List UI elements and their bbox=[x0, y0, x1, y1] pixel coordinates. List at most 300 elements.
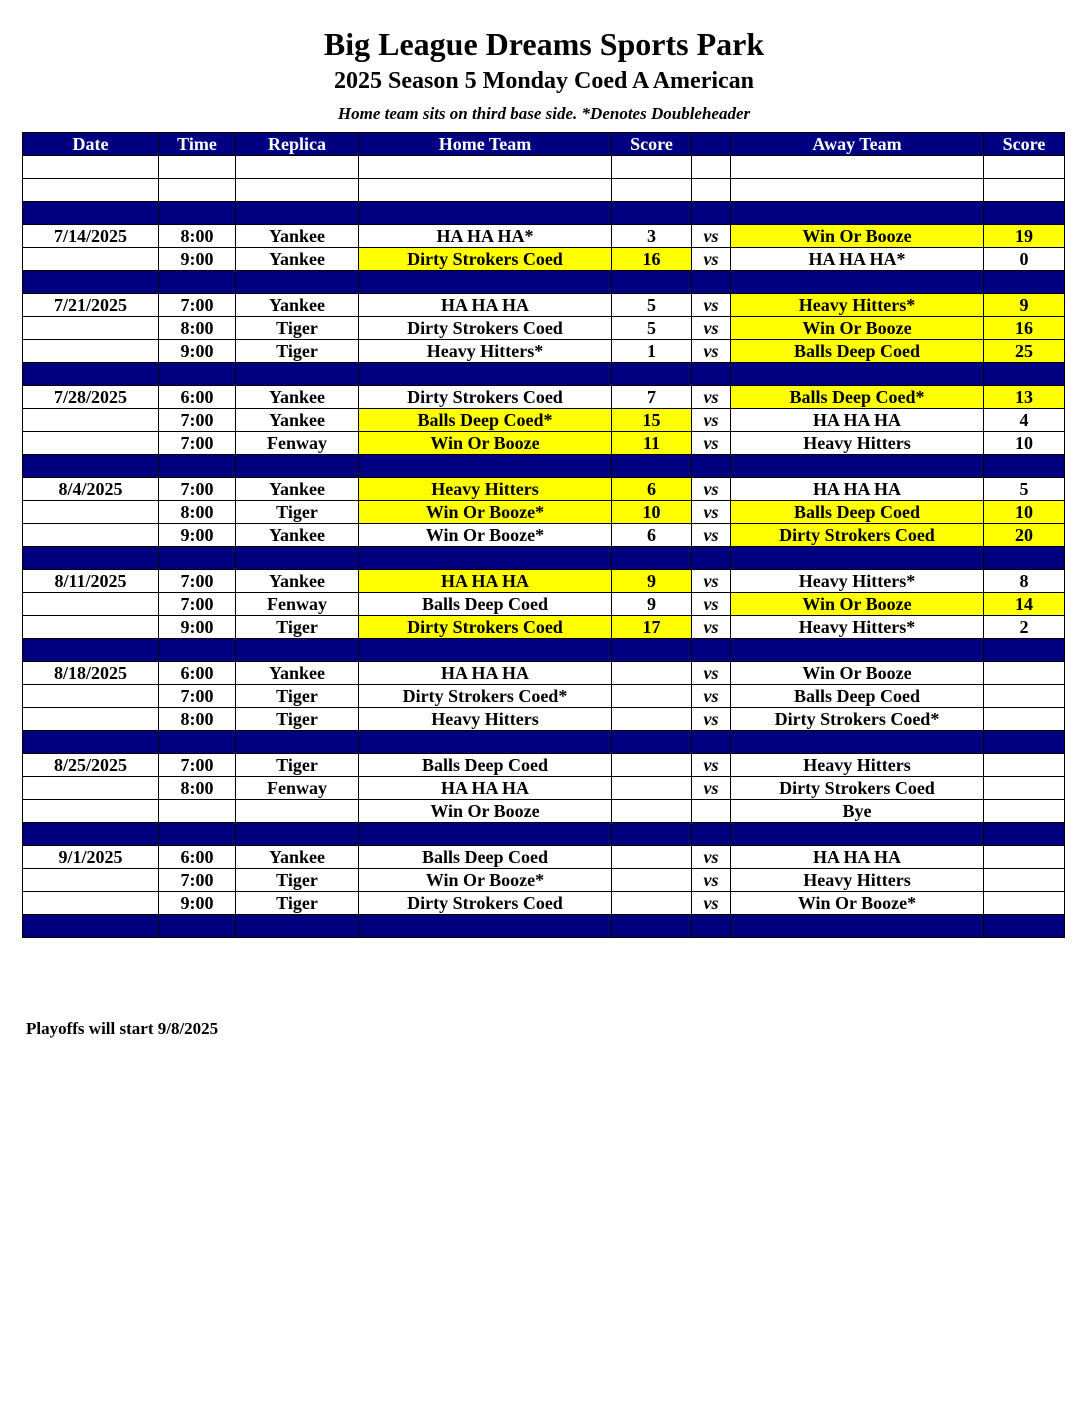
home-score-cell bbox=[612, 777, 692, 800]
date-cell bbox=[23, 892, 159, 915]
time-cell bbox=[159, 731, 236, 754]
away-team-cell: Balls Deep Coed bbox=[731, 685, 984, 708]
vs-cell bbox=[692, 639, 731, 662]
vs-cell: vs bbox=[692, 248, 731, 271]
replica-cell bbox=[236, 915, 359, 938]
home-score-cell bbox=[612, 708, 692, 731]
away-score-cell bbox=[984, 846, 1065, 869]
away-score-cell: 2 bbox=[984, 616, 1065, 639]
home-score-cell: 9 bbox=[612, 593, 692, 616]
vs-cell: vs bbox=[692, 317, 731, 340]
replica-cell: Tiger bbox=[236, 869, 359, 892]
home-team-cell bbox=[359, 731, 612, 754]
replica-cell: Yankee bbox=[236, 570, 359, 593]
vs-cell: vs bbox=[692, 593, 731, 616]
away-score-cell bbox=[984, 363, 1065, 386]
home-score-cell: 7 bbox=[612, 386, 692, 409]
date-cell bbox=[23, 271, 159, 294]
blank-row bbox=[23, 156, 1065, 179]
away-score-cell bbox=[984, 915, 1065, 938]
replica-cell: Yankee bbox=[236, 846, 359, 869]
game-row bbox=[23, 340, 1065, 363]
date-cell bbox=[23, 685, 159, 708]
away-score-cell: 8 bbox=[984, 570, 1065, 593]
date-cell: 7/28/2025 bbox=[23, 386, 159, 409]
vs-cell bbox=[692, 363, 731, 386]
vs-cell: vs bbox=[692, 777, 731, 800]
vs-cell bbox=[692, 202, 731, 225]
date-cell bbox=[23, 248, 159, 271]
time-cell bbox=[159, 363, 236, 386]
away-score-cell bbox=[984, 731, 1065, 754]
home-score-cell: 6 bbox=[612, 478, 692, 501]
vs-cell: vs bbox=[692, 685, 731, 708]
away-team-cell bbox=[731, 455, 984, 478]
vs-cell: vs bbox=[692, 616, 731, 639]
away-team-cell: Heavy Hitters* bbox=[731, 570, 984, 593]
home-score-cell bbox=[612, 455, 692, 478]
col-date-header: Date bbox=[23, 133, 159, 156]
vs-cell: vs bbox=[692, 340, 731, 363]
away-score-cell bbox=[984, 179, 1065, 202]
replica-cell: Tiger bbox=[236, 340, 359, 363]
home-team-cell: Dirty Strokers Coed bbox=[359, 892, 612, 915]
vs-cell: vs bbox=[692, 846, 731, 869]
home-team-cell: HA HA HA bbox=[359, 777, 612, 800]
away-score-cell bbox=[984, 202, 1065, 225]
replica-cell bbox=[236, 156, 359, 179]
away-score-cell bbox=[984, 639, 1065, 662]
date-cell bbox=[23, 616, 159, 639]
home-team-cell bbox=[359, 156, 612, 179]
game-row bbox=[23, 432, 1065, 455]
time-cell: 7:00 bbox=[159, 478, 236, 501]
playoffs-note: Playoffs will start 9/8/2025 bbox=[26, 1019, 219, 1038]
replica-cell: Yankee bbox=[236, 294, 359, 317]
date-cell: 9/1/2025 bbox=[23, 846, 159, 869]
date-cell bbox=[23, 708, 159, 731]
home-score-cell: 16 bbox=[612, 248, 692, 271]
away-team-cell bbox=[731, 823, 984, 846]
replica-cell bbox=[236, 179, 359, 202]
away-score-cell bbox=[984, 869, 1065, 892]
time-cell: 7:00 bbox=[159, 294, 236, 317]
home-team-cell: Dirty Strokers Coed bbox=[359, 317, 612, 340]
date-cell: 8/4/2025 bbox=[23, 478, 159, 501]
home-team-cell bbox=[359, 823, 612, 846]
home-score-cell bbox=[612, 685, 692, 708]
away-team-cell: HA HA HA bbox=[731, 409, 984, 432]
time-cell: 8:00 bbox=[159, 317, 236, 340]
time-cell: 7:00 bbox=[159, 409, 236, 432]
away-score-cell: 13 bbox=[984, 386, 1065, 409]
date-cell bbox=[23, 340, 159, 363]
replica-cell: Tiger bbox=[236, 616, 359, 639]
home-team-cell bbox=[359, 202, 612, 225]
blank-row bbox=[23, 179, 1065, 202]
home-team-cell: Heavy Hitters* bbox=[359, 340, 612, 363]
home-team-cell: HA HA HA bbox=[359, 294, 612, 317]
vs-cell bbox=[692, 731, 731, 754]
game-row bbox=[23, 616, 1065, 639]
time-cell bbox=[159, 547, 236, 570]
date-cell bbox=[23, 823, 159, 846]
week-separator-row bbox=[23, 639, 1065, 662]
home-team-cell: Heavy Hitters bbox=[359, 478, 612, 501]
away-score-cell: 0 bbox=[984, 248, 1065, 271]
game-row bbox=[23, 248, 1065, 271]
away-team-cell: Dirty Strokers Coed bbox=[731, 777, 984, 800]
time-cell: 7:00 bbox=[159, 869, 236, 892]
vs-cell bbox=[692, 179, 731, 202]
away-score-cell bbox=[984, 547, 1065, 570]
away-score-cell bbox=[984, 823, 1065, 846]
vs-cell: vs bbox=[692, 225, 731, 248]
game-row bbox=[23, 662, 1065, 685]
time-cell: 7:00 bbox=[159, 685, 236, 708]
away-team-cell: Dirty Strokers Coed bbox=[731, 524, 984, 547]
vs-cell: vs bbox=[692, 570, 731, 593]
home-team-cell bbox=[359, 455, 612, 478]
game-row bbox=[23, 317, 1065, 340]
away-team-cell bbox=[731, 915, 984, 938]
replica-cell bbox=[236, 639, 359, 662]
vs-cell bbox=[692, 800, 731, 823]
replica-cell: Yankee bbox=[236, 225, 359, 248]
replica-cell bbox=[236, 547, 359, 570]
game-row bbox=[23, 685, 1065, 708]
away-team-cell bbox=[731, 547, 984, 570]
week-separator-row bbox=[23, 915, 1065, 938]
replica-cell: Tiger bbox=[236, 501, 359, 524]
vs-cell bbox=[692, 823, 731, 846]
home-score-cell bbox=[612, 662, 692, 685]
home-team-cell: Balls Deep Coed bbox=[359, 593, 612, 616]
replica-cell: Fenway bbox=[236, 593, 359, 616]
away-score-cell bbox=[984, 754, 1065, 777]
replica-cell bbox=[236, 823, 359, 846]
time-cell: 7:00 bbox=[159, 754, 236, 777]
schedule-table bbox=[22, 132, 1065, 938]
home-team-cell: Dirty Strokers Coed* bbox=[359, 685, 612, 708]
game-row bbox=[23, 524, 1065, 547]
schedule-note: Home team sits on third base side. *Denotes Doubleheader bbox=[337, 104, 751, 123]
vs-cell: vs bbox=[692, 892, 731, 915]
away-score-cell: 5 bbox=[984, 478, 1065, 501]
vs-cell: vs bbox=[692, 869, 731, 892]
home-score-cell bbox=[612, 800, 692, 823]
vs-cell: vs bbox=[692, 294, 731, 317]
game-row bbox=[23, 800, 1065, 823]
vs-cell: vs bbox=[692, 754, 731, 777]
date-cell bbox=[23, 915, 159, 938]
time-cell bbox=[159, 915, 236, 938]
home-team-cell: Dirty Strokers Coed bbox=[359, 248, 612, 271]
home-score-cell: 11 bbox=[612, 432, 692, 455]
home-team-cell: HA HA HA bbox=[359, 570, 612, 593]
home-team-cell bbox=[359, 639, 612, 662]
replica-cell bbox=[236, 271, 359, 294]
away-team-cell bbox=[731, 363, 984, 386]
away-score-cell: 16 bbox=[984, 317, 1065, 340]
away-score-cell bbox=[984, 708, 1065, 731]
vs-cell bbox=[692, 915, 731, 938]
game-row bbox=[23, 708, 1065, 731]
vs-cell bbox=[692, 156, 731, 179]
game-row bbox=[23, 892, 1065, 915]
replica-cell: Yankee bbox=[236, 386, 359, 409]
home-score-cell: 6 bbox=[612, 524, 692, 547]
home-score-cell bbox=[612, 156, 692, 179]
time-cell: 9:00 bbox=[159, 616, 236, 639]
replica-cell bbox=[236, 800, 359, 823]
date-cell bbox=[23, 593, 159, 616]
home-team-cell bbox=[359, 547, 612, 570]
away-team-cell: HA HA HA bbox=[731, 478, 984, 501]
away-score-cell: 4 bbox=[984, 409, 1065, 432]
date-cell bbox=[23, 156, 159, 179]
time-cell: 7:00 bbox=[159, 593, 236, 616]
week-separator-row bbox=[23, 547, 1065, 570]
date-cell bbox=[23, 455, 159, 478]
game-row bbox=[23, 409, 1065, 432]
vs-cell: vs bbox=[692, 386, 731, 409]
vs-cell: vs bbox=[692, 409, 731, 432]
away-team-cell: HA HA HA* bbox=[731, 248, 984, 271]
col-home-score-header: Score bbox=[612, 133, 692, 156]
vs-cell: vs bbox=[692, 501, 731, 524]
date-cell bbox=[23, 363, 159, 386]
vs-cell: vs bbox=[692, 478, 731, 501]
replica-cell: Yankee bbox=[236, 662, 359, 685]
time-cell bbox=[159, 823, 236, 846]
time-cell: 7:00 bbox=[159, 570, 236, 593]
away-team-cell: Win Or Booze bbox=[731, 225, 984, 248]
game-row bbox=[23, 846, 1065, 869]
away-team-cell bbox=[731, 156, 984, 179]
time-cell bbox=[159, 455, 236, 478]
away-score-cell: 25 bbox=[984, 340, 1065, 363]
time-cell bbox=[159, 156, 236, 179]
away-team-cell: HA HA HA bbox=[731, 846, 984, 869]
home-score-cell: 3 bbox=[612, 225, 692, 248]
time-cell: 9:00 bbox=[159, 248, 236, 271]
game-row bbox=[23, 754, 1065, 777]
col-away-team-header: Away Team bbox=[731, 133, 984, 156]
date-cell: 8/11/2025 bbox=[23, 570, 159, 593]
date-cell: 7/14/2025 bbox=[23, 225, 159, 248]
date-cell bbox=[23, 777, 159, 800]
away-score-cell: 19 bbox=[984, 225, 1065, 248]
week-separator-row bbox=[23, 731, 1065, 754]
home-team-cell: Win Or Booze bbox=[359, 432, 612, 455]
away-team-cell bbox=[731, 271, 984, 294]
away-score-cell bbox=[984, 800, 1065, 823]
home-team-cell bbox=[359, 915, 612, 938]
game-row bbox=[23, 386, 1065, 409]
replica-cell: Tiger bbox=[236, 708, 359, 731]
date-cell bbox=[23, 547, 159, 570]
replica-cell: Yankee bbox=[236, 409, 359, 432]
away-score-cell bbox=[984, 662, 1065, 685]
away-team-cell: Bye bbox=[731, 800, 984, 823]
home-score-cell bbox=[612, 892, 692, 915]
week-separator-row bbox=[23, 363, 1065, 386]
home-score-cell bbox=[612, 823, 692, 846]
replica-cell: Tiger bbox=[236, 754, 359, 777]
time-cell: 6:00 bbox=[159, 386, 236, 409]
home-team-cell: Win Or Booze bbox=[359, 800, 612, 823]
away-score-cell: 9 bbox=[984, 294, 1065, 317]
away-team-cell bbox=[731, 731, 984, 754]
home-score-cell: 5 bbox=[612, 294, 692, 317]
time-cell: 8:00 bbox=[159, 777, 236, 800]
home-team-cell: Win Or Booze* bbox=[359, 524, 612, 547]
week-separator-row bbox=[23, 271, 1065, 294]
home-score-cell bbox=[612, 179, 692, 202]
home-score-cell: 17 bbox=[612, 616, 692, 639]
home-score-cell bbox=[612, 915, 692, 938]
home-team-cell: Balls Deep Coed* bbox=[359, 409, 612, 432]
replica-cell bbox=[236, 455, 359, 478]
away-team-cell: Win Or Booze bbox=[731, 593, 984, 616]
game-row bbox=[23, 869, 1065, 892]
home-team-cell: HA HA HA* bbox=[359, 225, 612, 248]
away-team-cell bbox=[731, 179, 984, 202]
home-team-cell: Balls Deep Coed bbox=[359, 846, 612, 869]
vs-cell: vs bbox=[692, 662, 731, 685]
away-team-cell: Heavy Hitters bbox=[731, 432, 984, 455]
away-score-cell bbox=[984, 892, 1065, 915]
time-cell: 8:00 bbox=[159, 501, 236, 524]
vs-cell: vs bbox=[692, 432, 731, 455]
vs-cell bbox=[692, 455, 731, 478]
date-cell bbox=[23, 524, 159, 547]
away-score-cell bbox=[984, 156, 1065, 179]
game-row bbox=[23, 593, 1065, 616]
home-score-cell: 10 bbox=[612, 501, 692, 524]
date-cell bbox=[23, 869, 159, 892]
col-time-header: Time bbox=[159, 133, 236, 156]
away-team-cell: Balls Deep Coed bbox=[731, 501, 984, 524]
away-team-cell bbox=[731, 639, 984, 662]
away-team-cell: Heavy Hitters* bbox=[731, 616, 984, 639]
date-cell bbox=[23, 501, 159, 524]
date-cell bbox=[23, 800, 159, 823]
home-team-cell bbox=[359, 363, 612, 386]
date-cell bbox=[23, 202, 159, 225]
date-cell bbox=[23, 731, 159, 754]
replica-cell bbox=[236, 731, 359, 754]
date-cell bbox=[23, 317, 159, 340]
game-row bbox=[23, 225, 1065, 248]
time-cell: 6:00 bbox=[159, 662, 236, 685]
replica-cell: Yankee bbox=[236, 524, 359, 547]
time-cell: 7:00 bbox=[159, 432, 236, 455]
home-team-cell bbox=[359, 271, 612, 294]
away-team-cell: Balls Deep Coed bbox=[731, 340, 984, 363]
home-team-cell: Dirty Strokers Coed bbox=[359, 616, 612, 639]
time-cell bbox=[159, 202, 236, 225]
home-score-cell: 15 bbox=[612, 409, 692, 432]
home-team-cell bbox=[359, 179, 612, 202]
home-team-cell: Win Or Booze* bbox=[359, 501, 612, 524]
home-score-cell bbox=[612, 547, 692, 570]
away-score-cell bbox=[984, 685, 1065, 708]
week-separator-row bbox=[23, 202, 1065, 225]
date-cell: 8/25/2025 bbox=[23, 754, 159, 777]
home-score-cell bbox=[612, 869, 692, 892]
home-score-cell bbox=[612, 731, 692, 754]
vs-cell: vs bbox=[692, 524, 731, 547]
time-cell: 9:00 bbox=[159, 524, 236, 547]
home-score-cell: 5 bbox=[612, 317, 692, 340]
away-team-cell: Balls Deep Coed* bbox=[731, 386, 984, 409]
time-cell: 8:00 bbox=[159, 225, 236, 248]
home-score-cell bbox=[612, 271, 692, 294]
home-score-cell bbox=[612, 846, 692, 869]
away-team-cell: Win Or Booze* bbox=[731, 892, 984, 915]
home-score-cell bbox=[612, 639, 692, 662]
vs-cell bbox=[692, 547, 731, 570]
col-replica-header: Replica bbox=[236, 133, 359, 156]
week-separator-row bbox=[23, 823, 1065, 846]
time-cell bbox=[159, 800, 236, 823]
season-subtitle: 2025 Season 5 Monday Coed A American bbox=[333, 68, 755, 94]
away-score-cell bbox=[984, 271, 1065, 294]
away-score-cell: 20 bbox=[984, 524, 1065, 547]
game-row bbox=[23, 294, 1065, 317]
away-score-cell: 14 bbox=[984, 593, 1065, 616]
vs-cell bbox=[692, 271, 731, 294]
away-team-cell: Win Or Booze bbox=[731, 662, 984, 685]
home-score-cell bbox=[612, 363, 692, 386]
away-score-cell bbox=[984, 455, 1065, 478]
replica-cell: Tiger bbox=[236, 685, 359, 708]
replica-cell: Fenway bbox=[236, 432, 359, 455]
away-team-cell bbox=[731, 202, 984, 225]
replica-cell: Tiger bbox=[236, 317, 359, 340]
home-team-cell: Dirty Strokers Coed bbox=[359, 386, 612, 409]
week-separator-row bbox=[23, 455, 1065, 478]
home-score-cell bbox=[612, 754, 692, 777]
away-score-cell: 10 bbox=[984, 432, 1065, 455]
away-score-cell bbox=[984, 777, 1065, 800]
time-cell: 9:00 bbox=[159, 340, 236, 363]
date-cell: 7/21/2025 bbox=[23, 294, 159, 317]
time-cell bbox=[159, 639, 236, 662]
home-score-cell bbox=[612, 202, 692, 225]
replica-cell: Yankee bbox=[236, 248, 359, 271]
page-title: Big League Dreams Sports Park bbox=[323, 26, 765, 62]
replica-cell bbox=[236, 202, 359, 225]
header-row bbox=[23, 133, 1065, 156]
home-team-cell: Heavy Hitters bbox=[359, 708, 612, 731]
game-row bbox=[23, 501, 1065, 524]
time-cell: 6:00 bbox=[159, 846, 236, 869]
game-row bbox=[23, 570, 1065, 593]
date-cell bbox=[23, 409, 159, 432]
home-team-cell: Win Or Booze* bbox=[359, 869, 612, 892]
vs-cell: vs bbox=[692, 708, 731, 731]
home-score-cell: 1 bbox=[612, 340, 692, 363]
col-away-score-header: Score bbox=[984, 133, 1065, 156]
time-cell: 8:00 bbox=[159, 708, 236, 731]
col-vs-header bbox=[692, 133, 731, 156]
replica-cell: Fenway bbox=[236, 777, 359, 800]
date-cell bbox=[23, 432, 159, 455]
time-cell: 9:00 bbox=[159, 892, 236, 915]
